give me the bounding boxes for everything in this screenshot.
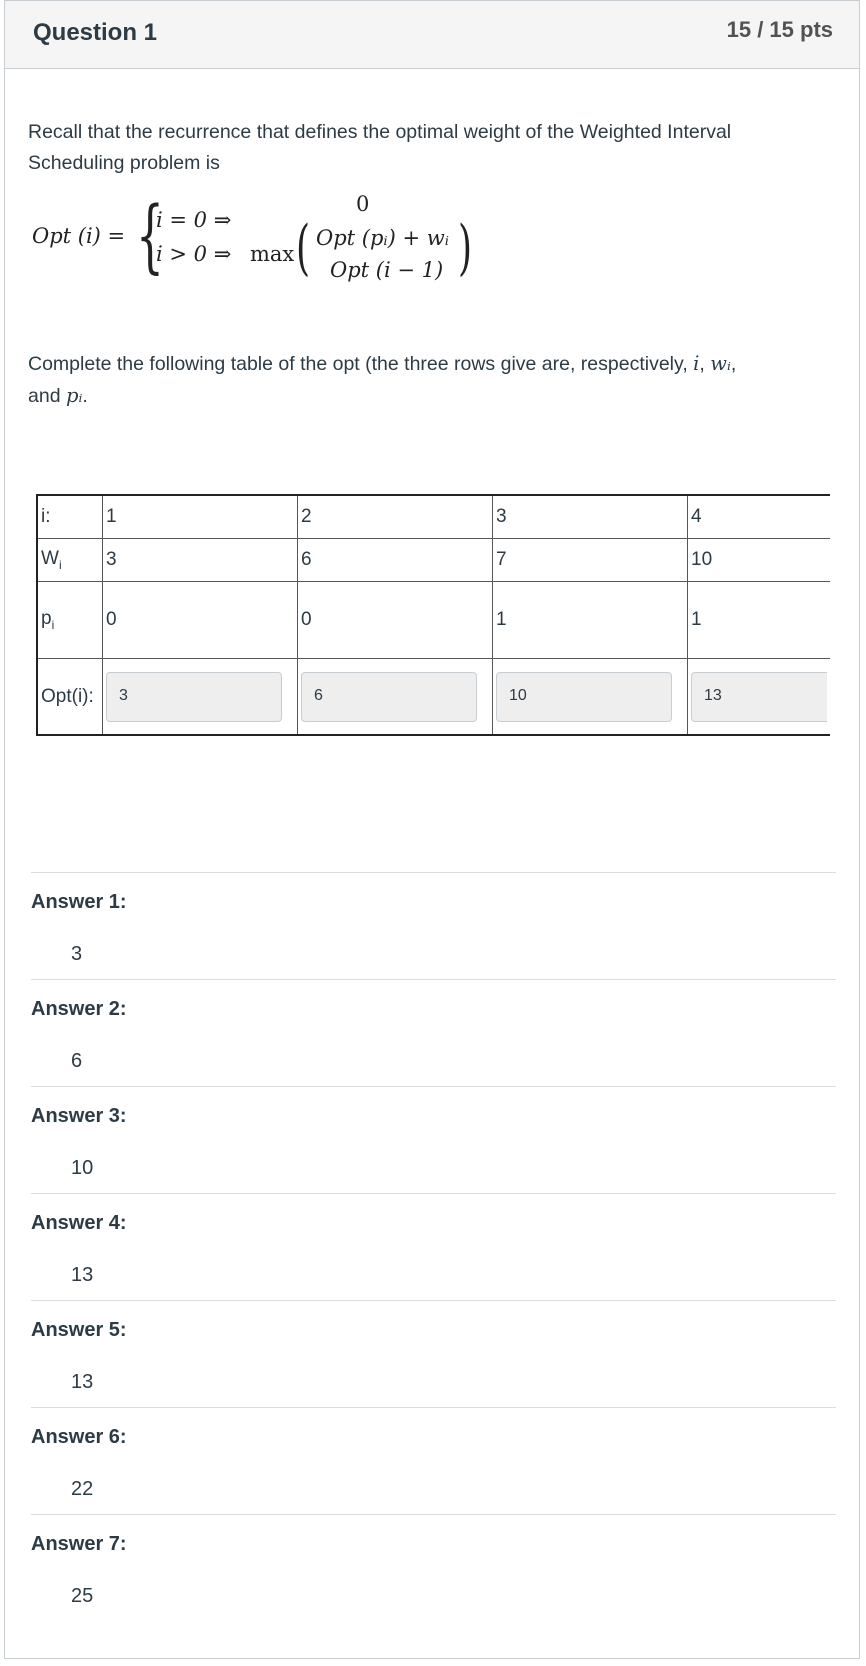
row-label-i: i: [37, 495, 103, 539]
recurrence-formula [28, 189, 548, 308]
opt-answer-input-3[interactable]: 10 [496, 672, 672, 722]
opt-answer-input-1[interactable]: 3 [106, 672, 282, 722]
table-row-w [37, 539, 830, 582]
row-label-w: $W_i$ [37, 539, 103, 582]
formula-case1-cond: i = 0 ⇒ [156, 208, 232, 232]
question-header [5, 1, 859, 69]
opt-table [36, 494, 830, 736]
answer-item [31, 1514, 836, 1621]
table-cell: 2 [298, 495, 493, 539]
table-cell: 1 [688, 582, 831, 659]
answer-item [31, 1407, 836, 1514]
formula-lhs: Opt (i) = [32, 224, 126, 248]
intro-line-2: Scheduling problem is [28, 152, 220, 174]
intro-text [28, 117, 808, 179]
answers-list [31, 872, 836, 1621]
answer-item [31, 1300, 836, 1407]
table-row-opt [37, 659, 830, 736]
answer-value: 13 [71, 1264, 94, 1286]
symbol-p: pᵢ [65, 384, 83, 407]
answer-label: Answer 2: [31, 998, 127, 1020]
answer-value: 3 [71, 943, 83, 965]
formula-case2-bottom: Opt (i − 1) [330, 258, 444, 282]
answer-value: 22 [71, 1478, 94, 1500]
formula-left-paren: ( [296, 213, 311, 283]
question-points: 15 / 15 pts [726, 17, 833, 42]
intro-line-1: Recall that the recurrence that defines the optimal weight of the Weighted Interval [28, 121, 732, 143]
table-cell: 7 [493, 539, 688, 582]
table-cell: 1 [493, 582, 688, 659]
answer-value: 10 [71, 1157, 94, 1179]
answer-value: 13 [71, 1371, 94, 1393]
instruction-text [28, 348, 808, 412]
formula-case2-top: Opt (pᵢ) + wᵢ [316, 226, 449, 250]
opt-answer-input-4[interactable]: 13 [691, 672, 827, 722]
answer-value: 25 [71, 1585, 94, 1607]
table-cell: 6 [298, 539, 493, 582]
table-cell: 1 [103, 495, 298, 539]
table-cell: 0 [103, 582, 298, 659]
table-cell: 10 [688, 539, 831, 582]
question-title: Question 1 [33, 19, 158, 46]
table-row-i [37, 495, 830, 539]
formula-right-paren: ) [458, 213, 473, 283]
answer-label: Answer 1: [31, 891, 127, 913]
answer-item [31, 979, 836, 1086]
row-label-opt: Opt(i): [37, 659, 103, 736]
table-cell: 0 [298, 582, 493, 659]
answer-item [31, 1193, 836, 1300]
formula-brace: { [136, 189, 164, 282]
row-label-p: $p_i$ [37, 582, 103, 659]
answer-value: 6 [71, 1050, 83, 1072]
answer-item [31, 1086, 836, 1193]
opt-answer-input-2[interactable]: 6 [301, 672, 477, 722]
table-cell: 3 [493, 495, 688, 539]
answer-item [31, 872, 836, 979]
formula-case2-cond: i > 0 ⇒ [156, 242, 232, 266]
formula-case1-value: 0 [356, 192, 370, 216]
symbol-w: wᵢ [710, 352, 731, 375]
formula-max: max [250, 242, 295, 266]
instruction-line-2: and pᵢ. [28, 384, 88, 407]
instruction-line-1: Complete the following table of the opt (the three rows give are, respectively, i, wᵢ, [28, 352, 737, 375]
answer-label: Answer 6: [31, 1426, 127, 1448]
symbol-i: i [693, 352, 700, 375]
answer-label: Answer 3: [31, 1105, 127, 1127]
answer-label: Answer 7: [31, 1533, 127, 1555]
answer-label: Answer 4: [31, 1212, 127, 1234]
table-row-p [37, 582, 830, 659]
table-cell: 4 [688, 495, 831, 539]
answer-label: Answer 5: [31, 1319, 127, 1341]
table-cell: 3 [103, 539, 298, 582]
